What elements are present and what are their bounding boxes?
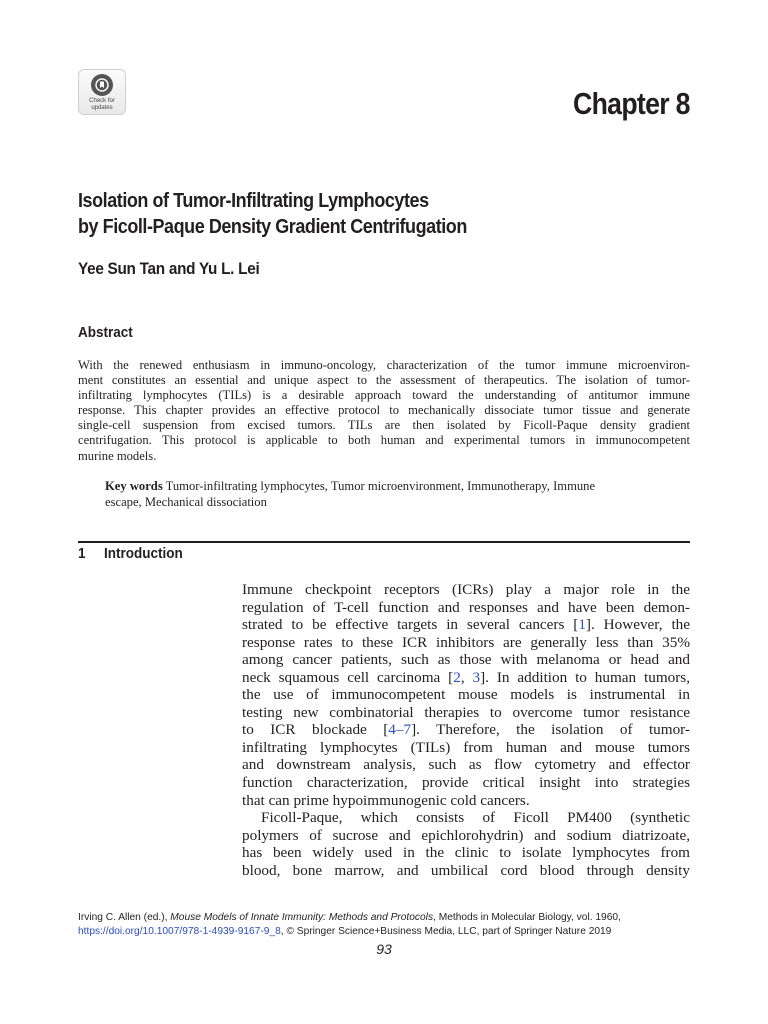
- abstract-line: murine models.: [78, 448, 157, 463]
- body-line: Ficoll-Paque, which consists of Ficoll PM400 (synthetic: [261, 809, 690, 827]
- body-line: and downstream analysis, such as flow cytometry and effector: [242, 756, 690, 774]
- authors: Yee Sun Tan and Yu L. Lei: [78, 259, 260, 278]
- citation-link[interactable]: 4–7: [388, 721, 412, 739]
- bookmark-icon: [91, 74, 113, 96]
- title-line-2: by Ficoll-Paque Density Gradient Centrifugation: [78, 216, 467, 238]
- body-line: Immune checkpoint receptors (ICRs) play a major role in the: [242, 581, 690, 598]
- body-line: polymers of sucrose and epichlorohydrin) and sodium diatrizoate,: [242, 826, 690, 844]
- doi-link[interactable]: https://doi.org/10.1007/978-1-4939-9167-9_8: [78, 925, 281, 937]
- title-line-1: Isolation of Tumor-Infiltrating Lymphocytes: [78, 190, 429, 212]
- body-line: the use of immunocompetent mouse models is instrumental in: [242, 686, 690, 704]
- chapter-title: [78, 188, 636, 240]
- check-for-updates-badge[interactable]: [78, 69, 126, 115]
- keywords-label: Key words: [105, 479, 163, 493]
- abstract-line: single-cell suspension from excised tumors. TILs are then isolated by Ficoll-Paque density gradient: [78, 418, 690, 433]
- introduction-body: [242, 581, 690, 879]
- abstract-line: ment constitutes an essential and unique aspect to the assessment of therapeutics. The isolation of tumor-: [78, 373, 690, 388]
- abstract-line: infiltrating lymphocytes (TILs) is a desirable approach toward the understanding of antitumor immune: [78, 388, 690, 403]
- body-line: function characterization, provide critical insight into strategies: [242, 774, 690, 792]
- abstract-text: [78, 358, 690, 464]
- body-line: neck squamous cell carcinoma [2, 3]. In addition to human tumors,: [242, 668, 691, 686]
- citation-link[interactable]: 3: [472, 668, 481, 686]
- abstract-line: centrifugation. This protocol is applicable to both human and experimental tumors in immunocompetent: [78, 433, 690, 448]
- keywords-line-1: Tumor-infiltrating lymphocytes, Tumor microenvironment, Immunotherapy, Immune: [165, 479, 596, 493]
- chapter-label: Chapter 8: [573, 86, 690, 121]
- page-number: 93: [376, 941, 392, 957]
- section-divider: [78, 541, 690, 543]
- keywords: [105, 479, 690, 510]
- body-line: testing new combinatorial therapies to overcome tumor resistance: [242, 703, 690, 721]
- body-line: has been widely used in the clinic to isolate lymphocytes from: [242, 844, 690, 862]
- body-line: blood, bone marrow, and umbilical cord blood through density: [242, 861, 690, 879]
- body-line: among cancer patients, such as those with melanoma or head and: [242, 651, 690, 669]
- body-line: strated to be effective targets in several cancers [1]. However, the: [242, 616, 690, 634]
- book-title: Mouse Models of Innate Immunity: Methods and Protocols: [170, 912, 434, 923]
- abstract-line: With the renewed enthusiasm in immuno-oncology, characterization of the tumor immune microenviron-: [78, 358, 690, 372]
- citation-link[interactable]: 1: [578, 616, 586, 634]
- section-title: Introduction: [104, 545, 183, 562]
- abstract-line: response. This chapter provides an effective protocol to mechanically dissociate tumor tissue and generate: [78, 403, 690, 418]
- keywords-line-2: escape, Mechanical dissociation: [105, 494, 267, 509]
- body-line: to ICR blockade [4–7]. Therefore, the isolation of tumor-: [242, 721, 690, 739]
- citation-link[interactable]: 2: [453, 668, 461, 686]
- body-line: that can prime hypoimmunogenic cold cancers.: [242, 791, 530, 809]
- badge-label: Check for updates: [89, 98, 115, 111]
- body-line: response rates to these ICR inhibitors are generally less than 35%: [242, 633, 690, 651]
- abstract-heading: Abstract: [78, 324, 133, 341]
- body-line: infiltrating lymphocytes (TILs) from human and mouse tumors: [242, 738, 690, 756]
- citation-footer: Irving C. Allen (ed.), Mouse Models of Innate Immunity: Methods and Protocols, Methods in Molecular Biology, vol. 1960, https://doi.org/10.1007/978-1-4939-9167-9_8, © Springer Science+Business Media, LLC, part of Springer Nature 2019: [78, 912, 621, 937]
- section-number: 1: [78, 545, 86, 562]
- body-line: regulation of T-cell function and responses and have been demon-: [242, 598, 690, 616]
